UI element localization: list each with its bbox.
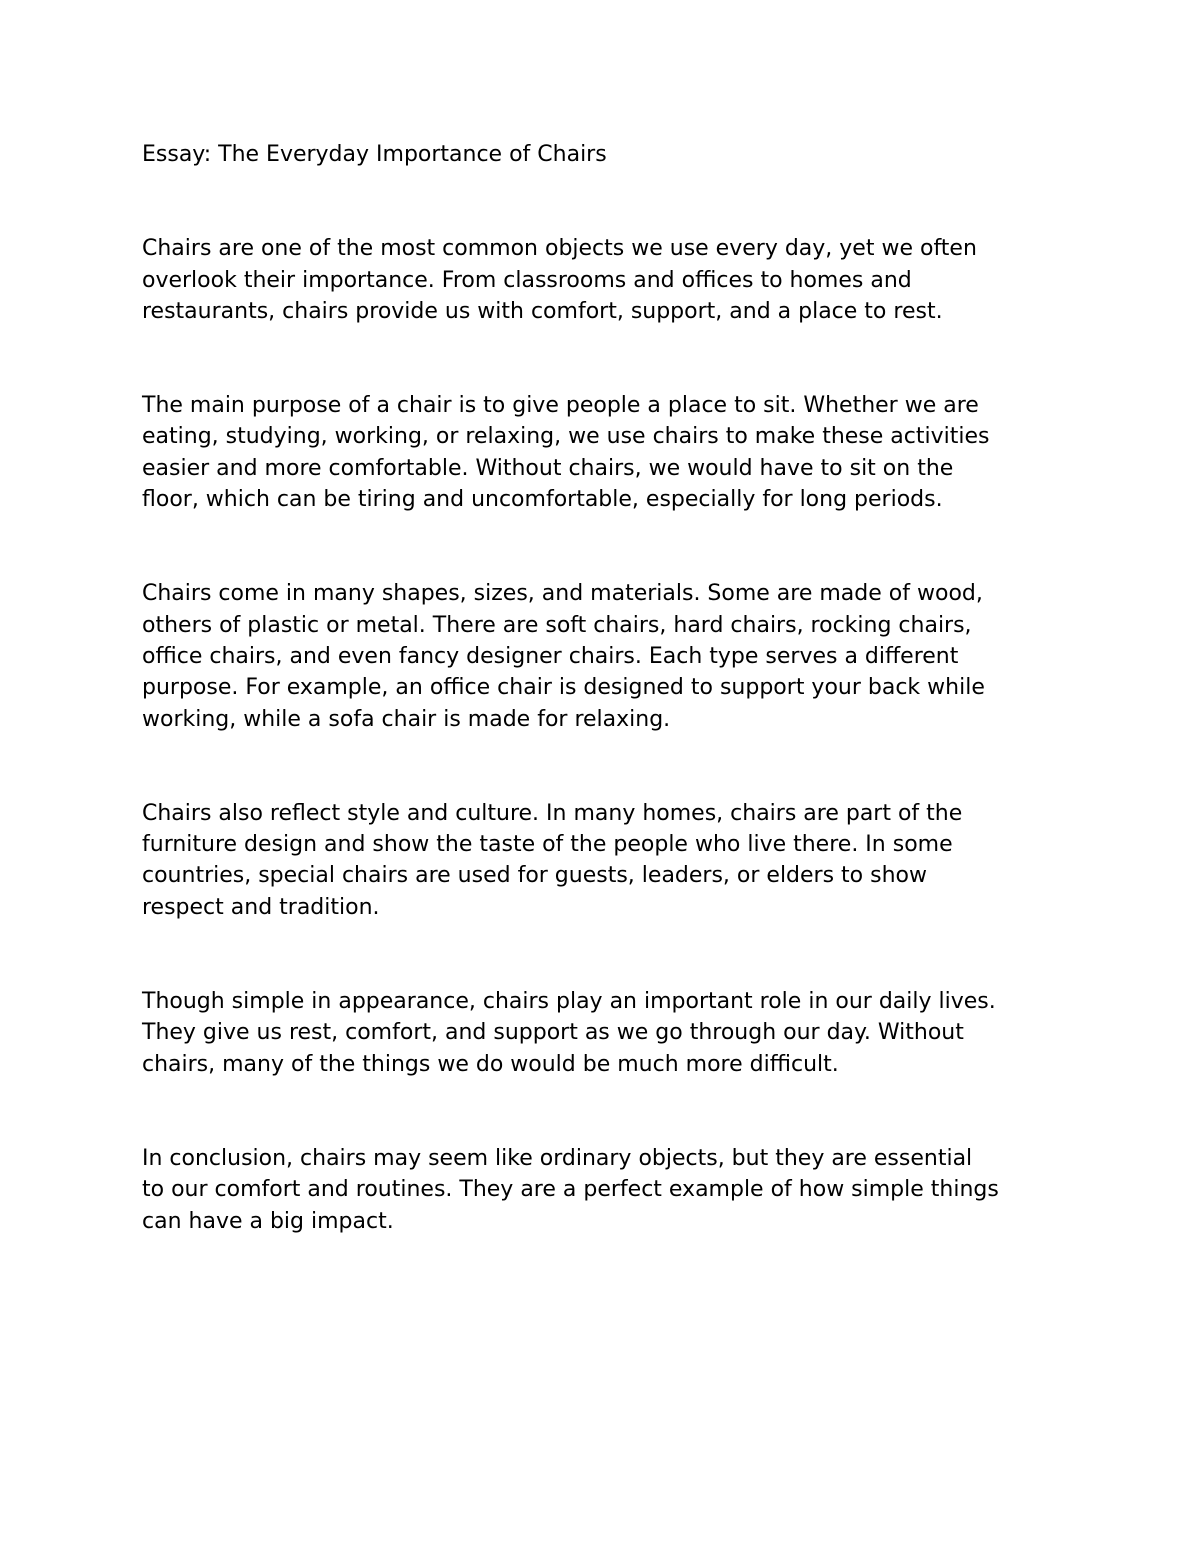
paragraph-line: The main purpose of a chair is to give people a place to sit. Whether we are: [142, 393, 979, 419]
paragraph-line: furniture design and show the taste of the people who live there. In some: [142, 832, 953, 858]
paragraph-line: Chairs come in many shapes, sizes, and materials. Some are made of wood,: [142, 581, 983, 607]
paragraph-line: Chairs also reflect style and culture. In many homes, chairs are part of the: [142, 800, 963, 826]
paragraph-line: office chairs, and even fancy designer chairs. Each type serves a different: [142, 643, 959, 669]
paragraph-line: eating, studying, working, or relaxing, we use chairs to make these activities: [142, 424, 990, 450]
paragraph-line: In conclusion, chairs may seem like ordinary objects, but they are essential: [142, 1145, 973, 1171]
paragraph-line: others of plastic or metal. There are soft chairs, hard chairs, rocking chairs,: [142, 612, 972, 638]
paragraph-line: easier and more comfortable. Without chairs, we would have to sit on the: [142, 455, 954, 481]
paragraph-2: [142, 390, 1072, 515]
document-title: Essay: The Everyday Importance of Chairs: [142, 142, 607, 167]
paragraph-3: [142, 578, 1072, 734]
paragraph-line: chairs, many of the things we do would be much more difficult.: [142, 1051, 839, 1077]
paragraph-line: overlook their importance. From classrooms and offices to homes and: [142, 267, 912, 293]
paragraph-line: working, while a sofa chair is made for relaxing.: [142, 706, 671, 732]
paragraph-line: to our comfort and routines. They are a perfect example of how simple things: [142, 1177, 999, 1203]
paragraph-line: They give us rest, comfort, and support as we go through our day. Without: [142, 1020, 964, 1046]
paragraph-line: floor, which can be tiring and uncomfortable, especially for long periods.: [142, 487, 943, 513]
paragraph-line: countries, special chairs are used for guests, leaders, or elders to show: [142, 863, 927, 889]
paragraph-line: purpose. For example, an office chair is designed to support your back while: [142, 675, 985, 701]
paragraph-line: can have a big impact.: [142, 1208, 394, 1234]
paragraph-line: respect and tradition.: [142, 894, 380, 920]
paragraph-line: Though simple in appearance, chairs play an important role in our daily lives.: [142, 989, 996, 1015]
paragraph-4: [142, 798, 1072, 923]
paragraph-6: [142, 1143, 1072, 1237]
paragraph-line: restaurants, chairs provide us with comfort, support, and a place to rest.: [142, 298, 943, 324]
document-body: [142, 139, 1072, 1237]
paragraph-1: [142, 233, 1072, 327]
paragraph-line: Chairs are one of the most common objects we use every day, yet we often: [142, 236, 977, 262]
paragraph-5: [142, 986, 1072, 1080]
